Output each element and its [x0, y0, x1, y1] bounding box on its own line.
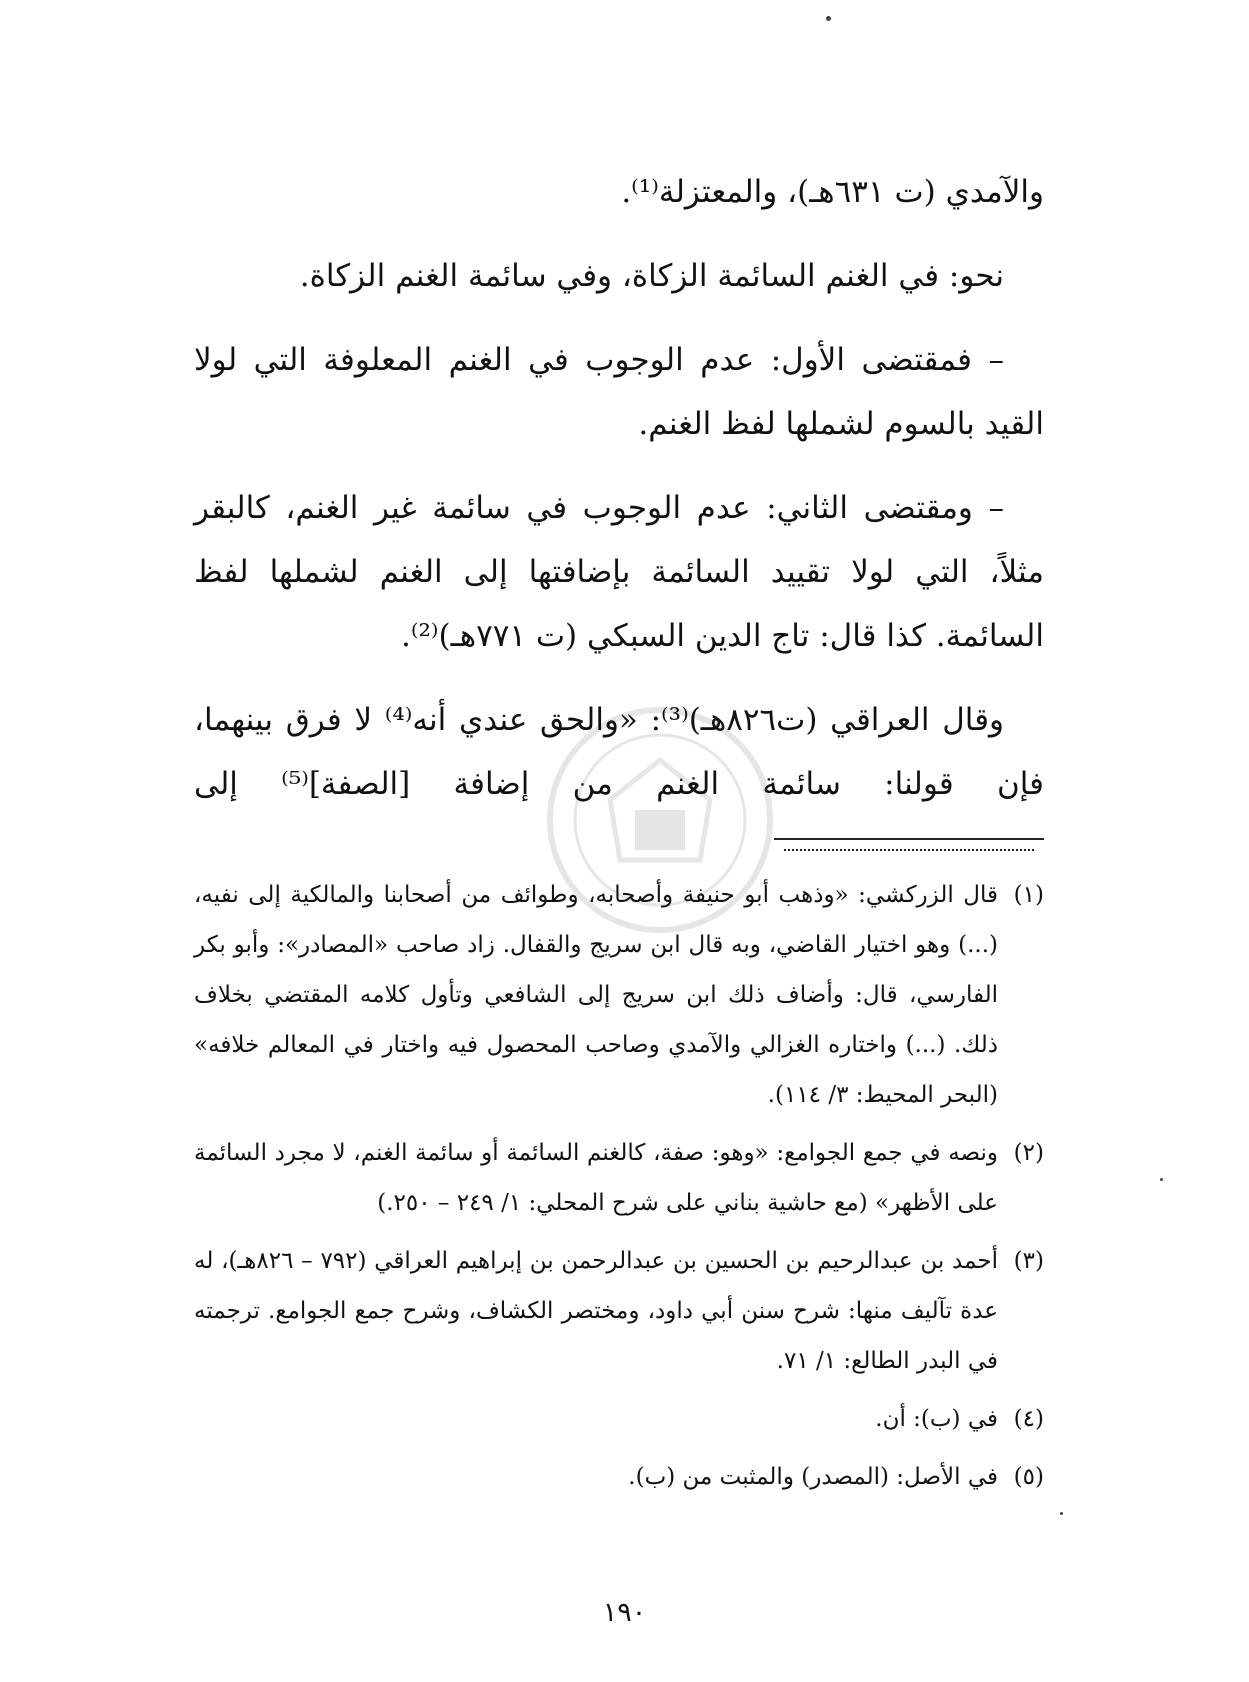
footnote-text: ونصه في جمع الجوامع: «وهو: صفة، كالغنم السائمة أو سائمة الغنم، لا مجرد السائمة على الأظهر» (مع حاشية بناني على شرح المحلي: ١/ ٢٤٩ – ٢٥٠.)	[194, 1140, 998, 1216]
paragraph: – ومقتضى الثاني: عدم الوجوب في سائمة غير الغنم، كالبقر مثلاً، التي لولا تقييد السائمة بإضافتها إلى الغنم لشملها لفظ السائمة. كذا قال: تاج الدين السبكي (ت ٧٧١هـ)⁽²⁾.	[194, 490, 1044, 654]
scan-speck	[1060, 1512, 1063, 1515]
main-text	[194, 160, 1044, 900]
continuation-dots	[784, 849, 1034, 851]
page-number: ١٩٠	[602, 1597, 647, 1628]
paragraph-continuing	[194, 688, 1044, 880]
paragraph: والآمدي (ت ٦٣١هـ)، والمعتزلة⁽¹⁾.	[621, 174, 1044, 210]
paragraph-text: وقال العراقي (ت٨٢٦هـ)⁽³⁾: «والحق عندي أنه⁽⁴⁾ لا فرق بينهما، فإن قولنا: سائمة الغنم من إضافة [الصفة]⁽⁵⁾ إلى	[194, 702, 1044, 802]
footnote	[194, 1394, 1044, 1444]
footnote-number: (٥)	[1013, 1464, 1044, 1490]
paragraph: – فمقتضى الأول: عدم الوجوب في الغنم المعلوفة التي لولا القيد بالسوم لشملها لفظ الغنم.	[194, 342, 1044, 442]
footnote-text: أحمد بن عبدالرحيم بن الحسين بن عبدالرحمن بن إبراهيم العراقي (٧٩٢ – ٨٢٦هـ)، له عدة تآليف منها: شرح سنن أبي داود، ومختصر الكشاف، وشرح جمع الجوامع. ترجمته في البدر الطالع: ١/ ٧١.	[194, 1248, 998, 1374]
footnote-separator	[774, 838, 1044, 840]
footnote	[194, 1452, 1044, 1502]
footnote-number: (٣)	[1013, 1248, 1044, 1274]
footnote	[194, 1236, 1044, 1386]
footnote-text: قال الزركشي: «وذهب أبو حنيفة وأصحابه، وطوائف من أصحابنا والمالكية إلى نفيه، (...) وهو اختيار القاضي، وبه قال ابن سريج والقفال. زاد صاحب «المصادر»: وأبو بكر الفارسي، قال: وأضاف ذلك ابن سريج إلى الشافعي وتأول كلامه المقتضي بخلاف ذلك. (...) واختاره الغزالي والآمدي وصاحب المحصول فيه واختار في المعالم خلافه» (البحر المحيط: ٣/ ١١٤).	[194, 882, 998, 1108]
footnote-text: في الأصل: (المصدر) والمثبت من (ب).	[628, 1464, 998, 1490]
footnote-text: في (ب): أن.	[875, 1406, 998, 1432]
footnotes	[194, 870, 1044, 1510]
footnote	[194, 1128, 1044, 1228]
footnote-number: (٤)	[1013, 1406, 1044, 1432]
scan-speck	[1160, 1178, 1163, 1181]
paragraph: نحو: في الغنم السائمة الزكاة، وفي سائمة الغنم الزكاة.	[299, 258, 1004, 294]
footnote-number: (١)	[1013, 882, 1044, 908]
scan-speck	[826, 16, 831, 21]
footnote-number: (٢)	[1013, 1140, 1044, 1166]
footnote	[194, 870, 1044, 1120]
